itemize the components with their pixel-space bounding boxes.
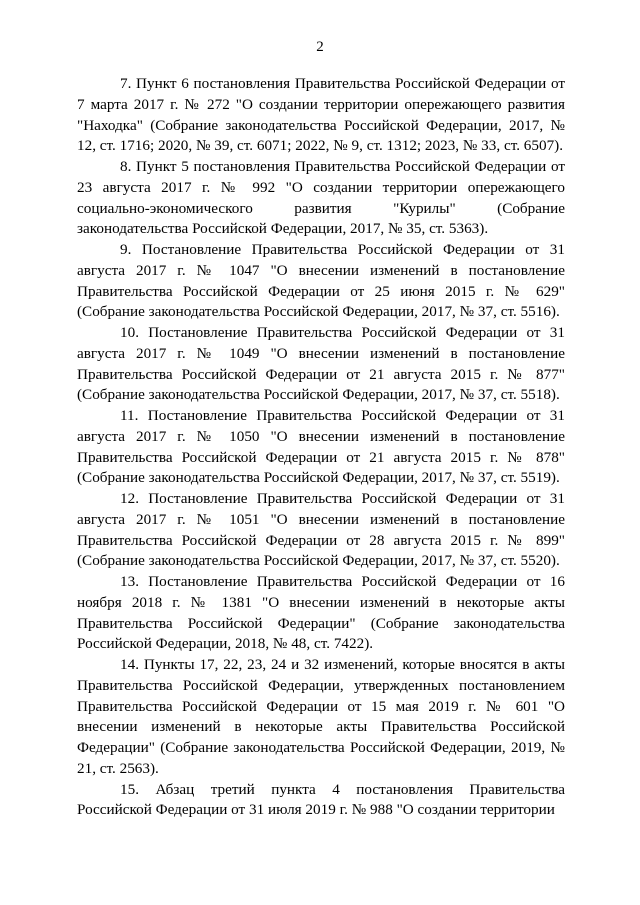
paragraph-item-7: 7. Пункт 6 постановления Правительства Российской Федерации от 7 марта 2017 г. № 272 "О создании территории опережающего развития "Находка" (Собрание законодательства Российской Федерации, 2017, № 12, ст. 1716; 2020, № 39, ст. 6071; 2022, № 9, ст. 1312; 2023, № 33, ст. 6507). [77,75,565,155]
paragraph-item-9: 9. Постановление Правительства Российской Федерации от 31 августа 2017 г. № 1047 "О внесении изменений в постановление Правительства Российской Федерации от 25 июня 2015 г. № 629" (Собрание законодательства Российской Федерации, 2017, № 37, ст. 5516). [77,241,565,321]
paragraph-item-8: 8. Пункт 5 постановления Правительства Российской Федерации от 23 августа 2017 г. № 992 "О создании территории опережающего социально-экономического развития "Курилы" (Собрание законодательства Российской Федерации, 2017, № 35, ст. 5363). [77,158,565,238]
document-body [77,74,565,821]
paragraph-item-12: 12. Постановление Правительства Российской Федерации от 31 августа 2017 г. № 1051 "О внесении изменений в постановление Правительства Российской Федерации от 28 августа 2015 г. № 899" (Собрание законодательства Российской Федерации, 2017, № 37, ст. 5520). [77,490,565,570]
paragraph-item-14: 14. Пункты 17, 22, 23, 24 и 32 изменений, которые вносятся в акты Правительства Российской Федерации, утвержденных постановлением Правительства Российской Федерации от 15 мая 2019 г. № 601 "О внесении изменений в некоторые акты Правительства Российской Федерации" (Собрание законодательства Российской Федерации, 2019, № 21, ст. 2563). [77,656,565,777]
page-number: 2 [316,39,324,55]
paragraph-item-11: 11. Постановление Правительства Российской Федерации от 31 августа 2017 г. № 1050 "О внесении изменений в постановление Правительства Российской Федерации от 21 августа 2015 г. № 878" (Собрание законодательства Российской Федерации, 2017, № 37, ст. 5519). [77,407,565,487]
paragraph-item-15: 15. Абзац третий пункта 4 постановления Правительства Российской Федерации от 31 июля 2019 г. № 988 "О создании территории [77,780,565,819]
paragraph-item-10: 10. Постановление Правительства Российской Федерации от 31 августа 2017 г. № 1049 "О внесении изменений в постановление Правительства Российской Федерации от 21 августа 2015 г. № 877" (Собрание законодательства Российской Федерации, 2017, № 37, ст. 5518). [77,324,565,404]
paragraph-item-13: 13. Постановление Правительства Российской Федерации от 16 ноября 2018 г. № 1381 "О внесении изменений в некоторые акты Правительства Российской Федерации" (Собрание законодательства Российской Федерации, 2018, № 48, ст. 7422). [77,573,565,653]
